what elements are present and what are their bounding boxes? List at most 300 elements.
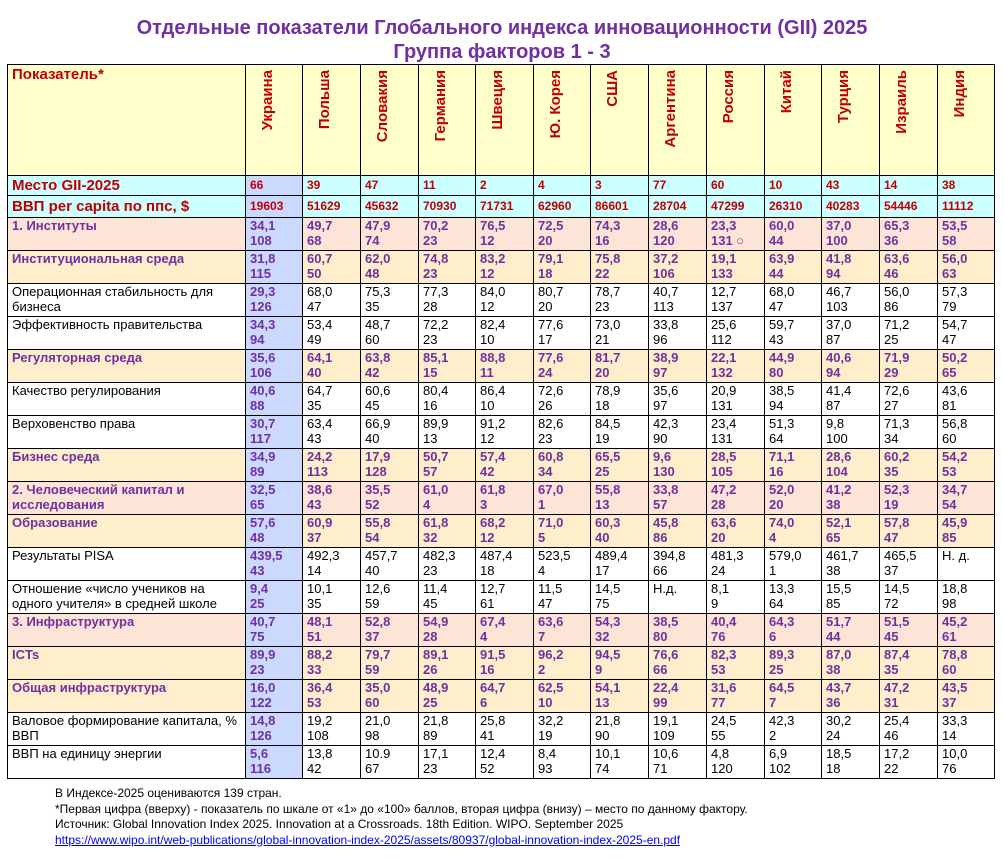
value-cell [938, 350, 995, 383]
country-name: Индия [951, 70, 968, 118]
value-cell [591, 515, 649, 548]
source-link[interactable]: https://www.wipo.int/web-publications/global-innovation-index-2025/assets/80937/global-innovation-index-2025-en.pdf [55, 832, 681, 847]
score-value: 482,3 [423, 548, 456, 563]
score-value: 12,7 [480, 581, 506, 596]
score-value: 60,8 [538, 449, 564, 464]
value-cell [419, 383, 476, 416]
value-cell [649, 515, 707, 548]
indicator-label: Верховенство права [8, 416, 246, 449]
value-cell [534, 251, 591, 284]
score-value: 65,5 [595, 449, 621, 464]
value-cell [822, 713, 880, 746]
value-cell [822, 317, 880, 350]
indicator-row [8, 581, 995, 614]
rank-value: 86 [884, 299, 899, 314]
value-cell [938, 416, 995, 449]
rank-value: 12 [480, 266, 495, 281]
score-value: 75,8 [595, 251, 621, 266]
rank-value: 76 [711, 629, 726, 644]
rank-value: 58 [942, 233, 957, 248]
score-value: 71,0 [538, 515, 564, 530]
country-name: Украина [259, 70, 276, 131]
score-value: 65,3 [884, 218, 910, 233]
value-cell [419, 482, 476, 515]
value-cell [880, 416, 938, 449]
score-value: 23,4 [711, 416, 737, 431]
rank-value: 57 [653, 497, 668, 512]
score-value: 67,4 [480, 614, 506, 629]
country-name: Израиль [893, 70, 910, 134]
rank-value: 23 [423, 332, 438, 347]
value-cell [303, 284, 361, 317]
score-value: 38,5 [769, 383, 795, 398]
rank-value: 35 [884, 464, 899, 479]
value-cell [649, 251, 707, 284]
rank-value: 23 [423, 266, 438, 281]
score-value: 10.9 [365, 746, 391, 761]
score-value: 35,5 [365, 482, 391, 497]
score-value: 11,4 [423, 581, 448, 596]
score-value: 45,2 [942, 614, 968, 629]
value-cell [880, 614, 938, 647]
rank-value: 115 [250, 266, 271, 281]
score-value: 9,6 [653, 449, 672, 464]
value-cell [476, 713, 534, 746]
rank-value: 113 [653, 299, 674, 314]
score-value: 53,4 [307, 317, 333, 332]
rank-value: 24 [711, 563, 726, 578]
rank-value: 35 [307, 596, 322, 611]
value-cell [707, 647, 765, 680]
indicator-label: Операционная стабильность для бизнеса [8, 284, 246, 317]
value-cell [361, 350, 419, 383]
indicator-label: Качество регулирования [8, 383, 246, 416]
value-cell [361, 383, 419, 416]
value-cell [649, 284, 707, 317]
score-value: 60,7 [307, 251, 333, 266]
score-value: 86,4 [480, 383, 506, 398]
value-cell [591, 251, 649, 284]
value-cell [476, 614, 534, 647]
indicator-label: ICTs [8, 647, 246, 680]
rank-value: 131 [711, 431, 733, 446]
value-cell [303, 680, 361, 713]
score-value: 20,9 [711, 383, 737, 398]
value-cell [880, 713, 938, 746]
rank-value: 117 [250, 431, 271, 446]
score-value: 72,5 [538, 218, 564, 233]
rank-row-label: Место GII-2025 [8, 176, 246, 196]
rank-value: 89 [250, 464, 265, 479]
value-cell [591, 383, 649, 416]
score-value: 481,3 [711, 548, 744, 563]
score-value: 63,6 [711, 515, 737, 530]
score-value: 46,7 [826, 284, 852, 299]
score-value: 22,1 [711, 350, 737, 365]
value-cell [880, 350, 938, 383]
value-cell [765, 680, 822, 713]
value-cell [303, 482, 361, 515]
value-cell [534, 449, 591, 482]
value-cell [303, 350, 361, 383]
country-name: Ю. Корея [547, 70, 564, 139]
score-value: 63,8 [365, 350, 391, 365]
rank-value: 4 [423, 497, 431, 512]
score-value: 52,1 [826, 515, 852, 530]
country-header [476, 65, 534, 176]
score-value: 13,3 [769, 581, 795, 596]
rank-value: 54 [365, 530, 380, 545]
indicator-label: Бизнес среда [8, 449, 246, 482]
score-value: 37,0 [826, 218, 852, 233]
header-row [8, 65, 995, 176]
value-cell [938, 548, 995, 581]
score-value: 60,2 [884, 449, 910, 464]
value-cell [938, 680, 995, 713]
value-cell [938, 317, 995, 350]
indicator-row [8, 449, 995, 482]
rank-value: 23 [423, 233, 438, 248]
rank-value: 35 [884, 662, 899, 677]
score-value: 52,0 [769, 482, 795, 497]
value-cell [246, 713, 303, 746]
rank-value: 22 [595, 266, 610, 281]
rank-value: 12 [480, 299, 495, 314]
rank-value: 80 [653, 629, 668, 644]
rank-value: 49 [307, 332, 322, 347]
rank-value: 43 [250, 563, 265, 578]
indicator-row [8, 680, 995, 713]
rank-value: 2 [769, 728, 777, 743]
rank-value: 45 [365, 398, 380, 413]
rank-value: 21 [595, 332, 610, 347]
rank-value: 20 [769, 497, 784, 512]
value-cell [765, 746, 822, 779]
rank-value: 47 [884, 530, 899, 545]
rank-value: 25 [423, 695, 438, 710]
rank-value: 99 [653, 695, 668, 710]
note-countries-count: В Индексе-2025 оцениваются 139 стран. [55, 786, 282, 800]
score-value: 71,2 [884, 317, 910, 332]
value-cell [707, 317, 765, 350]
value-cell [765, 713, 822, 746]
score-value: 38,9 [653, 350, 679, 365]
value-cell [880, 647, 938, 680]
value-cell [880, 251, 938, 284]
value-cell [591, 416, 649, 449]
score-value: 14,5 [884, 581, 910, 596]
rank-value: 76 [942, 761, 957, 776]
value-cell [938, 647, 995, 680]
score-value: 80,4 [423, 383, 449, 398]
value-cell [765, 581, 822, 614]
value-cell [361, 482, 419, 515]
gdp-cell: 51629 [303, 196, 361, 218]
value-cell [938, 251, 995, 284]
value-cell [765, 515, 822, 548]
value-cell [649, 713, 707, 746]
rank-value: 25 [595, 464, 610, 479]
rank-value: 43 [307, 431, 322, 446]
rank-value: 32 [595, 629, 610, 644]
score-value: 52,8 [365, 614, 391, 629]
rank-value: 9 [595, 662, 603, 677]
value-cell [707, 416, 765, 449]
rank-cell: 4 [534, 176, 591, 196]
value-cell [361, 449, 419, 482]
rank-value: 65 [942, 365, 957, 380]
rank-value: 13 [595, 695, 610, 710]
value-cell [303, 746, 361, 779]
rank-value: 45 [423, 596, 438, 611]
rank-value: 2 [538, 662, 546, 677]
gdp-cell: 45632 [361, 196, 419, 218]
value-cell [707, 449, 765, 482]
rank-value: 132 [711, 365, 733, 380]
score-value: 82,4 [480, 317, 506, 332]
rank-value: 72 [884, 596, 899, 611]
score-value: 29,3 [250, 284, 276, 299]
score-value: 59,7 [769, 317, 795, 332]
score-value: 81,7 [595, 350, 621, 365]
value-cell [476, 317, 534, 350]
score-value: 18,8 [942, 581, 968, 596]
value-cell [476, 581, 534, 614]
rank-value: 24 [538, 365, 553, 380]
score-value: 22,4 [653, 680, 679, 695]
value-cell [534, 218, 591, 251]
value-cell [476, 515, 534, 548]
value-cell [303, 383, 361, 416]
country-name: Словакия [374, 70, 391, 143]
score-value: 78,9 [595, 383, 621, 398]
score-value: 89,9 [250, 647, 276, 662]
title-line-2: Группа факторов 1 - 3 [393, 41, 611, 63]
value-cell [419, 218, 476, 251]
score-value: 30,7 [250, 416, 276, 431]
value-cell [303, 614, 361, 647]
score-value: 51,3 [769, 416, 795, 431]
gdp-cell: 71731 [476, 196, 534, 218]
rank-value: 104 [826, 464, 848, 479]
rank-value: 79 [942, 299, 957, 314]
rank-value: 77 [711, 695, 726, 710]
value-cell [822, 746, 880, 779]
score-value: 34,1 [250, 218, 276, 233]
country-header [880, 65, 938, 176]
value-cell [822, 647, 880, 680]
rank-value: 47 [538, 596, 553, 611]
value-cell [765, 647, 822, 680]
rank-value: 53 [307, 695, 322, 710]
score-value: 72,6 [538, 383, 564, 398]
value-cell [765, 416, 822, 449]
rank-value: 94 [826, 365, 841, 380]
country-header [938, 65, 995, 176]
score-value: 25,6 [711, 317, 737, 332]
rank-value: 25 [250, 596, 265, 611]
rank-value: 112 [711, 332, 732, 347]
rank-value: 27 [884, 398, 899, 413]
score-value: 45,9 [942, 515, 968, 530]
score-value: 68,0 [769, 284, 795, 299]
score-value: 47,2 [711, 482, 737, 497]
value-cell [361, 251, 419, 284]
score-value: 47,9 [365, 218, 391, 233]
rank-value: 109 [653, 728, 675, 743]
rank-value: 47 [942, 332, 957, 347]
score-value: 13,8 [307, 746, 333, 761]
rank-value: 25 [769, 662, 784, 677]
rank-value: 53 [942, 464, 957, 479]
rank-value: 48 [250, 530, 265, 545]
score-value: 87,4 [884, 647, 910, 662]
value-cell [246, 317, 303, 350]
rank-value: 57 [423, 464, 438, 479]
score-value: 12,4 [480, 746, 506, 761]
rank-value: 10 [480, 332, 495, 347]
country-header [303, 65, 361, 176]
value-cell [534, 383, 591, 416]
value-cell [591, 548, 649, 581]
rank-value: 17 [595, 563, 610, 578]
score-value: 57,4 [480, 449, 506, 464]
indicator-label: Отношение «число учеников на одного учителя» в средней школе [8, 581, 246, 614]
rank-value: 86 [653, 530, 668, 545]
gdp-row-label: ВВП per capita по ппс, $ [8, 196, 246, 218]
rank-value: 18 [595, 398, 610, 413]
score-value: 31,8 [250, 251, 276, 266]
score-value: 60,3 [595, 515, 621, 530]
rank-value: 105 [711, 464, 733, 479]
value-cell [361, 284, 419, 317]
indicator-row [8, 746, 995, 779]
value-cell [534, 350, 591, 383]
score-value: 47,2 [884, 680, 910, 695]
score-value: 54,2 [942, 449, 968, 464]
country-name: Польша [316, 70, 333, 130]
score-value: 17,9 [365, 449, 391, 464]
rank-value: 19 [595, 431, 610, 446]
rank-value: 55 [711, 728, 726, 743]
rank-value: 34 [538, 464, 553, 479]
rank-value: 60 [365, 695, 380, 710]
rank-value: 34 [884, 431, 899, 446]
value-cell [246, 746, 303, 779]
score-value: 28,6 [826, 449, 852, 464]
score-value: 63,9 [769, 251, 795, 266]
country-header [419, 65, 476, 176]
rank-value: 66 [653, 563, 668, 578]
rank-value: 16 [423, 398, 438, 413]
value-cell [476, 482, 534, 515]
rank-value: 24 [826, 728, 841, 743]
value-cell [419, 350, 476, 383]
rank-value: 98 [942, 596, 957, 611]
score-value: 74,8 [423, 251, 449, 266]
rank-value: 128 [365, 464, 387, 479]
rank-value: 28 [423, 629, 438, 644]
score-value: 94,5 [595, 647, 621, 662]
value-cell [765, 449, 822, 482]
country-header [591, 65, 649, 176]
rank-cell: 14 [880, 176, 938, 196]
value-cell [361, 218, 419, 251]
rank-value: 46 [884, 266, 899, 281]
indicator-row [8, 713, 995, 746]
value-cell [938, 581, 995, 614]
score-value: 85,1 [423, 350, 449, 365]
value-cell [246, 614, 303, 647]
rank-value: 26 [423, 662, 438, 677]
rank-value: 94 [250, 332, 265, 347]
value-cell [649, 482, 707, 515]
value-cell [938, 713, 995, 746]
value-cell [534, 581, 591, 614]
value-cell [476, 251, 534, 284]
value-cell [419, 680, 476, 713]
rank-value: 32 [423, 530, 438, 545]
rank-value: 40 [307, 365, 322, 380]
rank-value: 96 [653, 332, 668, 347]
value-cell [707, 515, 765, 548]
score-value: 54,9 [423, 614, 449, 629]
score-value: 38,5 [653, 614, 679, 629]
rank-value: 19 [538, 728, 553, 743]
rank-value: 1 [769, 563, 777, 578]
rank-value: 6 [769, 629, 777, 644]
value-cell [880, 317, 938, 350]
score-value: 10,1 [307, 581, 333, 596]
rank-value: 4 [480, 629, 488, 644]
rank-value: 100 [826, 233, 848, 248]
value-cell [822, 680, 880, 713]
rank-value: 14 [942, 728, 957, 743]
score-value: 66,9 [365, 416, 391, 431]
country-name: Турция [835, 70, 852, 124]
rank-value: 88 [250, 398, 265, 413]
score-value: 41,4 [826, 383, 852, 398]
value-cell [246, 251, 303, 284]
value-cell [880, 482, 938, 515]
value-cell [419, 284, 476, 317]
value-cell [419, 449, 476, 482]
rank-value: 47 [307, 299, 322, 314]
value-cell [419, 548, 476, 581]
rank-value: 20 [538, 299, 553, 314]
score-value: 68,0 [307, 284, 333, 299]
score-value: 37,2 [653, 251, 679, 266]
score-value: 40,7 [250, 614, 276, 629]
value-cell [765, 548, 822, 581]
score-value: 18,5 [826, 746, 852, 761]
rank-cell: 39 [303, 176, 361, 196]
score-value: 17,2 [884, 746, 910, 761]
score-value: 56,8 [942, 416, 968, 431]
indicator-label: Результаты PISA [8, 548, 246, 581]
value-cell [591, 581, 649, 614]
value-cell [649, 614, 707, 647]
rank-value: 81 [942, 398, 957, 413]
value-cell [765, 218, 822, 251]
rank-value: 10 [480, 398, 495, 413]
rank-cell: 10 [765, 176, 822, 196]
indicator-row [8, 416, 995, 449]
value-cell [419, 614, 476, 647]
value-cell [707, 680, 765, 713]
value-cell [591, 482, 649, 515]
score-value: 21,0 [365, 713, 391, 728]
